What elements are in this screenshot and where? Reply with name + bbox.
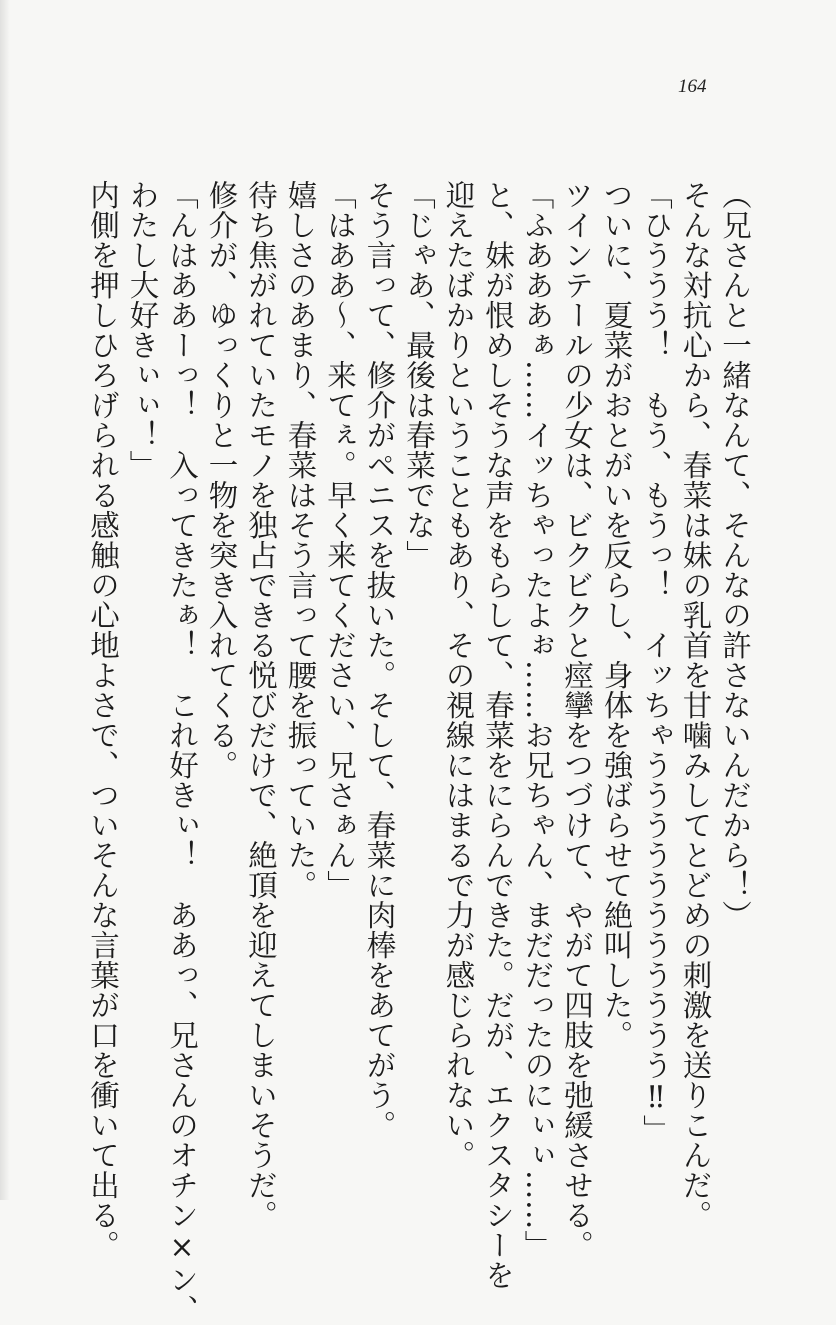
text-line: （兄さんと一緒なんて、そんなの許さないんだから！） (718, 180, 752, 930)
page-edge-shadow (0, 0, 10, 1200)
text-line: そんな対抗心から、春菜は妹の乳首を甘噛みしてとどめの刺激を送りこんだ。 (678, 180, 713, 1230)
text-line: ツインテールの少女は、ビクビクと痙攣をつづけて、やがて四肢を弛緩させる。 (560, 180, 594, 1260)
text-line: 「はああ〜、来てぇ。早く来てください、兄さぁん」 (323, 180, 357, 900)
text-line: 嬉しさのあまり、春菜はそう言って腰を振っていた。 (283, 180, 318, 900)
text-line: 待ち焦がれていたモノを独占できる悦びだけで、絶頂を迎えてしまいそうだ。 (244, 180, 278, 1230)
text-line: 内側を押しひろげられる感触の心地よさで、ついそんな言葉が口を衝いて出る。 (86, 180, 120, 1260)
vertical-text-body (83, 180, 755, 1325)
text-line: 「んはああーっ！ 入ってきたぁ！ これ好きぃ！ ああっ、兄さんのオチン×ン、 (165, 180, 199, 1325)
text-line: 「ひううう！ もう、もうっ！ イッちゃううううううううううう‼」 (639, 180, 673, 1145)
text-line: 「ふあああぁ……イッちゃったよぉ……お兄ちゃん、まだだったのにぃぃ……」 (520, 180, 555, 1260)
text-line: 「じゃあ、最後は春菜でな」 (402, 180, 436, 570)
text-line: 修介が、ゆっくりと一物を突き入れてくる。 (204, 180, 239, 780)
text-line: わたし大好きぃぃ！」 (125, 180, 160, 480)
text-line: ついに、夏菜がおとがいを反らし、身体を強ばらせて絶叫した。 (599, 180, 634, 1050)
page-number: 164 (678, 76, 707, 97)
text-line: と、妹が恨めしそうな声をもらして、春菜をにらんできた。だが、エクスタシーを (481, 180, 515, 1290)
text-line: そう言って、修介がペニスを抜いた。そして、春菜に肉棒をあてがう。 (362, 180, 397, 1140)
text-line: 迎えたばかりということもあり、その視線にはまるで力が感じられない。 (441, 180, 476, 1170)
